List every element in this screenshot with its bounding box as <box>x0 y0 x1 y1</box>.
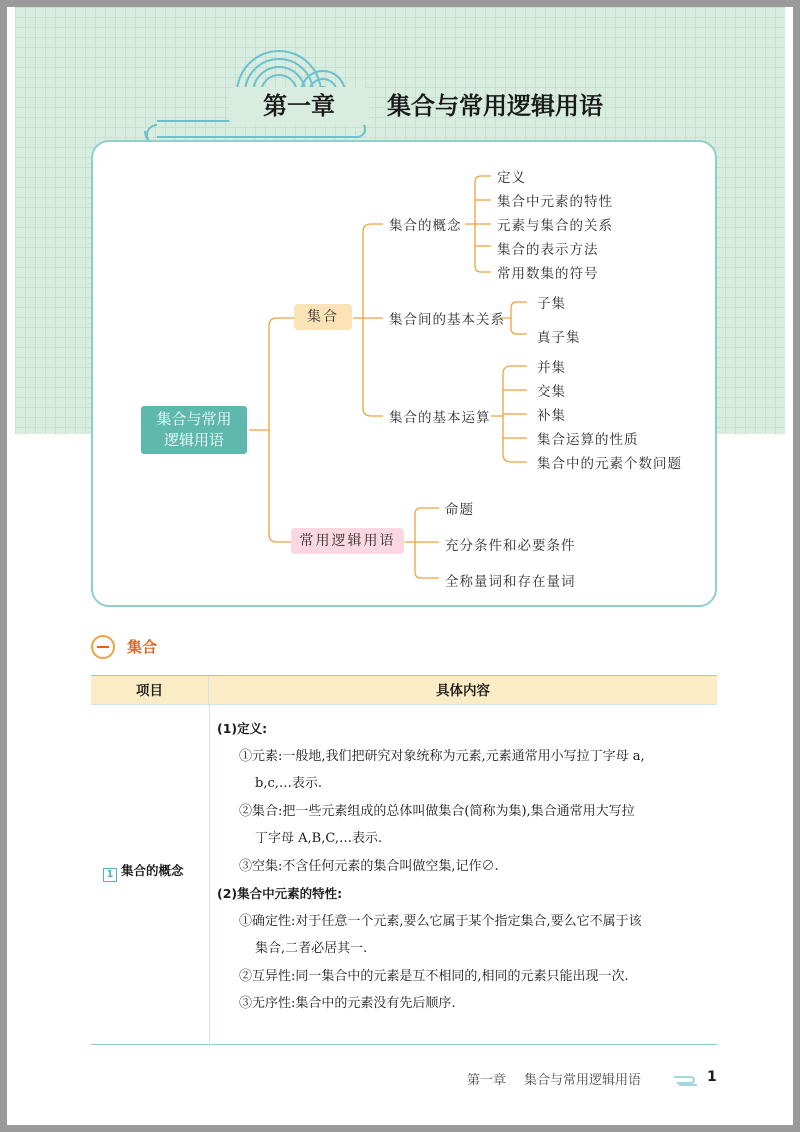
operation-item: 交集 <box>537 384 566 400</box>
node-logic-terms: 常用逻辑用语 <box>291 528 404 554</box>
content-table <box>91 675 717 1045</box>
row-label <box>103 861 213 881</box>
mind-map-root <box>141 406 247 454</box>
relation-item: 子集 <box>537 296 566 312</box>
concept-item: 定义 <box>497 170 526 186</box>
concept-item: 集合中元素的特性 <box>497 194 613 210</box>
operation-item: 补集 <box>537 408 566 424</box>
content-line: (1)定义: <box>217 721 268 736</box>
content-line: b,c,…表示. <box>255 776 322 791</box>
logic-item: 全称量词和存在量词 <box>445 574 576 590</box>
content-line: ②互异性:同一集合中的元素是互不相同的,相同的元素只能出现一次. <box>239 968 629 984</box>
node-jihe: 集合 <box>294 304 352 330</box>
content-line: ③无序性:集合中的元素没有先后顺序. <box>239 996 456 1011</box>
section-number-icon <box>91 635 115 659</box>
footer-chapter: 第一章 <box>467 1073 507 1088</box>
mind-map-connectors <box>93 142 719 609</box>
root-line-1: 集合与常用 <box>156 410 232 428</box>
footer-title: 集合与常用逻辑用语 <box>524 1073 642 1088</box>
content-line: ③空集:不含任何元素的集合叫做空集,记作∅. <box>239 858 499 874</box>
chapter-label: 第一章 <box>229 87 369 125</box>
row-content <box>217 715 717 1018</box>
table-header <box>91 675 717 705</box>
table-row <box>91 705 717 1045</box>
content-line: 丁字母 A,B,C,…表示. <box>255 831 383 846</box>
relation-item: 真子集 <box>537 330 581 346</box>
content-line: ①确定性:对于任意一个元素,要么它属于某个指定集合,要么它不属于该 <box>239 913 642 929</box>
page <box>7 7 793 1125</box>
operation-item: 并集 <box>537 360 566 376</box>
node-set-operation: 集合的基本运算 <box>389 410 491 426</box>
row-number-badge: 1 <box>103 868 117 882</box>
concept-item: 集合的表示方法 <box>497 242 599 258</box>
mind-map <box>91 140 717 607</box>
page-footer <box>467 1069 641 1089</box>
content-line: ①元素:一般地,我们把研究对象统称为元素,元素通常用小写拉丁字母 a, <box>239 748 645 764</box>
logic-item: 充分条件和必要条件 <box>445 538 576 554</box>
section-title: 集合 <box>127 638 158 656</box>
concept-item: 常用数集的符号 <box>497 266 599 282</box>
page-number: 1 <box>707 1069 717 1085</box>
content-line: (2)集合中元素的特性: <box>217 886 343 901</box>
root-line-2: 逻辑用语 <box>163 431 224 449</box>
node-set-relation: 集合间的基本关系 <box>389 312 505 328</box>
node-set-concept: 集合的概念 <box>389 218 462 234</box>
row-label-text: 集合的概念 <box>121 863 184 878</box>
operation-item: 集合中的元素个数问题 <box>537 456 682 472</box>
table-header-content: 具体内容 <box>436 683 490 699</box>
footer-wave-icon <box>673 1073 699 1087</box>
operation-item: 集合运算的性质 <box>537 432 639 448</box>
concept-item: 元素与集合的关系 <box>497 218 613 234</box>
table-header-item: 项目 <box>91 676 209 706</box>
logic-item: 命题 <box>445 502 474 518</box>
content-line: 集合,二者必居其一. <box>255 941 368 956</box>
title-decoration <box>7 7 793 147</box>
content-line: ②集合:把一些元素组成的总体叫做集合(简称为集),集合通常用大写拉 <box>239 803 635 819</box>
chapter-title: 集合与常用逻辑用语 <box>387 92 603 120</box>
